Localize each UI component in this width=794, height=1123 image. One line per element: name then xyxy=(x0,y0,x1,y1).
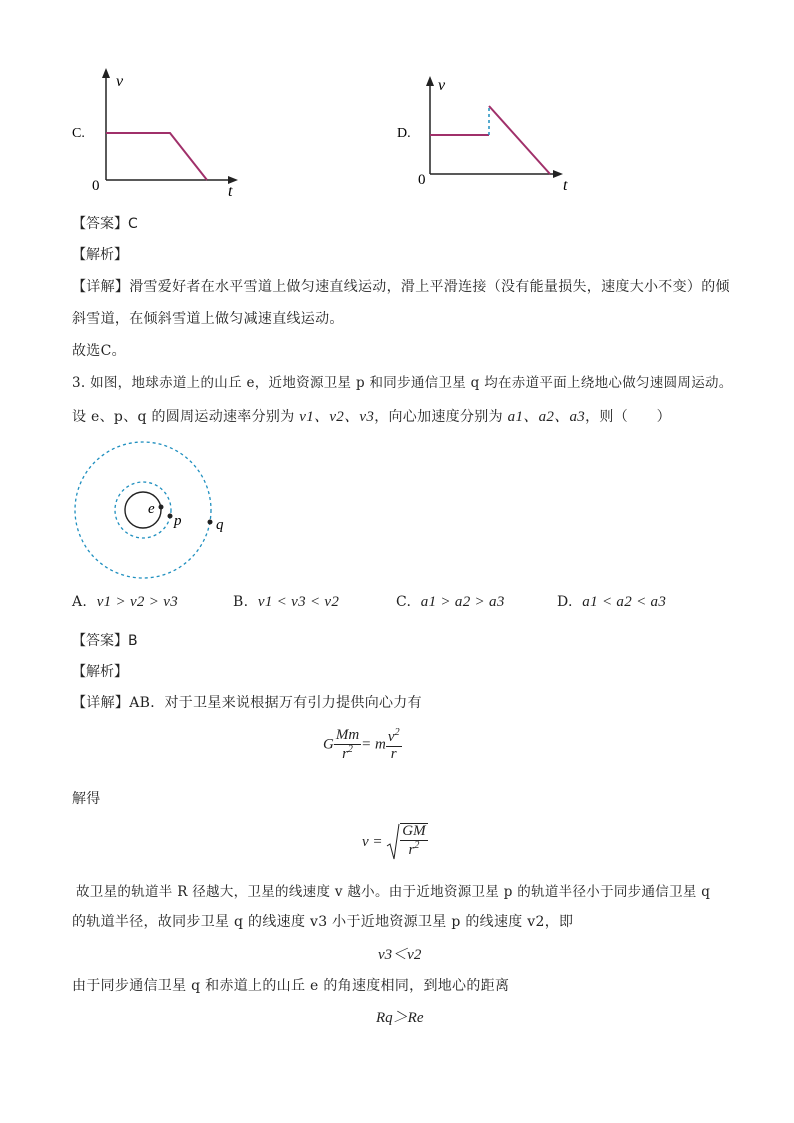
graph-c-v-label: v xyxy=(116,73,124,90)
graph-d-v-label: v xyxy=(438,77,446,94)
graph-c-velocity-line xyxy=(106,133,207,180)
q3-a-symbols: a1、a2、a3 xyxy=(507,409,586,425)
q2-conclusion: 故选C。 xyxy=(72,343,126,359)
formula-velocity: v = $\frac{GM}{r^2}$ xyxy=(362,822,428,862)
earth xyxy=(125,492,161,528)
option-d-label: D. xyxy=(557,594,573,610)
q2-analysis-heading: 【解析】 xyxy=(72,247,128,263)
q3-answer: 【答案】B xyxy=(72,633,138,649)
graph-c-v-arrow xyxy=(102,68,110,78)
q2-answer: 【答案】C xyxy=(72,216,138,232)
q3-para-line3: 由于同步通信卫星 q 和赤道上的山丘 e 的角速度相同，到地心的距离 xyxy=(72,978,510,994)
graph-d-decline-line xyxy=(489,106,550,174)
leo-orbit xyxy=(115,482,171,538)
option-b-expr: v1 < v3 < v2 xyxy=(257,594,340,610)
option-b-label: B. xyxy=(233,594,249,610)
v3-sym: v3 xyxy=(359,409,375,425)
q3-analysis-heading: 【解析】 xyxy=(72,664,128,680)
option-a-label: A. xyxy=(72,594,88,610)
q3-stem-line1: 3. 如图，地球赤道上的山丘 e，近地资源卫星 p 和同步通信卫星 q 均在赤道平面上绕地心做匀速圆周运动。 xyxy=(72,375,733,391)
graph-d xyxy=(385,60,585,200)
label-q: q xyxy=(216,517,224,533)
q3-stem-line2 xyxy=(72,405,671,426)
satellite-p-dot xyxy=(168,514,173,519)
label-e: e xyxy=(148,501,155,517)
graph-d-t-arrow xyxy=(553,170,563,178)
satellite-q-dot xyxy=(208,520,213,525)
inequality-rq-re: Rq＞Re xyxy=(376,1010,424,1026)
graph-c-label: C. xyxy=(72,126,85,141)
a2-sym: a2 xyxy=(538,409,555,425)
q2-detail-line1: 【详解】滑雪爱好者在水平雪道上做匀速直线运动，滑上平滑连接（没有能量损失，速度大小不变）的倾 xyxy=(72,279,730,295)
geo-orbit xyxy=(75,442,211,578)
q3-para-line1: 故卫星的轨道半 R 径越大，卫星的线速度 v 越小。由于近地资源卫星 p 的轨道半径小于同步通信卫星 q xyxy=(76,884,711,900)
graph-d-label: D. xyxy=(397,126,411,141)
hill-e-dot xyxy=(159,505,164,510)
label-p: p xyxy=(174,513,182,529)
q3-solve-word: 解得 xyxy=(72,791,101,807)
a3-sym: a3 xyxy=(569,409,586,425)
option-a-expr: v1 > v2 > v3 xyxy=(96,594,179,610)
option-c-expr: a1 > a2 > a3 xyxy=(420,594,505,610)
option-c xyxy=(396,594,505,611)
a1-sym: a1 xyxy=(507,409,524,425)
option-b xyxy=(233,594,339,611)
graph-d-v-arrow xyxy=(426,76,434,86)
graph-c-t-label: t xyxy=(228,183,233,200)
q3-detail-line1: 【详解】AB．对于卫星来说根据万有引力提供向心力有 xyxy=(72,695,422,711)
graph-d-t-label: t xyxy=(563,177,568,194)
orbit-diagram xyxy=(70,440,250,590)
q3-v-symbols: v1、v2、v3 xyxy=(299,409,375,425)
inequality-v3-v2: v3＜v2 xyxy=(378,947,422,963)
q3-stem-text-b: ，向心加速度分别为 xyxy=(374,409,508,425)
v1-sym: v1 xyxy=(299,409,315,425)
option-d-expr: a1 < a2 < a3 xyxy=(582,594,667,610)
q2-detail-line2: 斜雪道，在倾斜雪道上做匀减速直线运动。 xyxy=(72,311,344,327)
q3-stem-text-a: 设 e、p、q 的圆周运动速率分别为 xyxy=(72,409,300,425)
graph-c-origin: 0 xyxy=(92,178,100,194)
option-c-label: C. xyxy=(396,594,412,610)
graph-c xyxy=(60,60,260,200)
option-a xyxy=(72,594,178,611)
v2-sym: v2 xyxy=(329,409,345,425)
q3-para-line2: 的轨道半径，故同步卫星 q 的线速度 v3 小于近地资源卫星 p 的线速度 v2，即 xyxy=(72,914,574,930)
formula-gravity: G $\frac{Mm}{r^2}$ = m $\frac{v^2}{r}$ xyxy=(323,727,400,762)
graph-d-origin: 0 xyxy=(418,172,426,188)
option-d xyxy=(557,594,666,611)
q3-stem-text-c: ，则（ ） xyxy=(585,409,671,425)
sqrt-sign xyxy=(386,822,400,862)
